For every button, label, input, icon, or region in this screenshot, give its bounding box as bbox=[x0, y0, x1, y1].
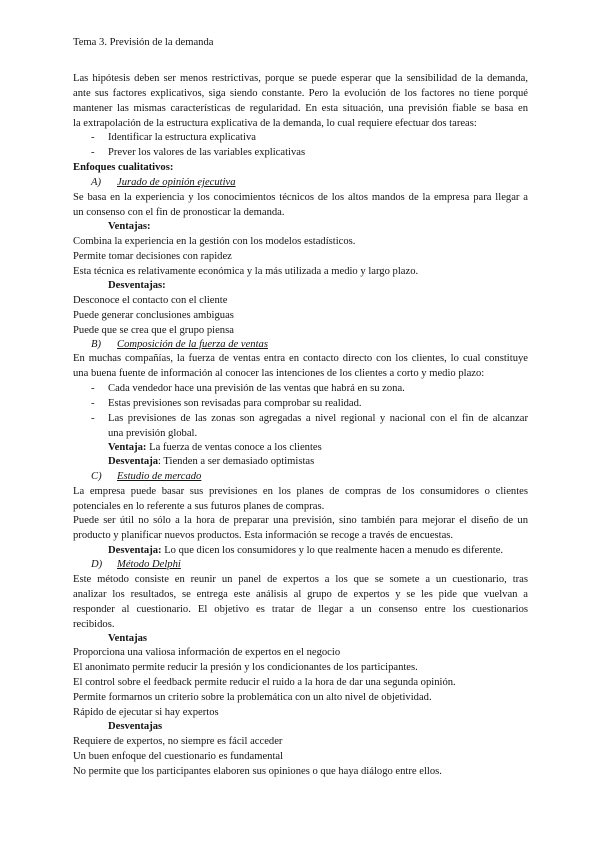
section-b-bullet-list bbox=[73, 382, 528, 442]
list-item: El control sobre el feedback permite reducir el ruido a la hora de dar una segunda opinión. bbox=[73, 676, 456, 688]
qualitative-heading: Enfoques cualitativos: bbox=[73, 162, 174, 173]
section-a-disadvantages-heading: Desventajas: bbox=[108, 280, 166, 291]
section-b-description bbox=[73, 352, 528, 382]
text-line: producto y planificar nuevos productos. Esta información se recoge a través de encuestas. bbox=[73, 529, 454, 541]
list-item: - Prever los valores de las variables explicativas bbox=[91, 146, 306, 158]
text-line: un consenso con el fin de pronosticar la demanda. bbox=[73, 206, 285, 218]
section-d-disadvantages-heading: Desventajas bbox=[108, 721, 163, 732]
section-b-disadvantage: Desventaja: Tienden a ser demasiado optimistas bbox=[108, 456, 315, 467]
intro-paragraph bbox=[73, 72, 528, 132]
section-d-description bbox=[73, 573, 528, 633]
text-line: recibidos. bbox=[73, 618, 115, 630]
text-line: ante sus factores explicativos, siga siendo constante. Pero la evolución de los factores no tiene porqué bbox=[73, 87, 528, 99]
list-item: Un buen enfoque del cuestionario es fundamental bbox=[73, 750, 284, 762]
text-line: En muchas compañías, la fuerza de ventas entra en contacto directo con los clientes, lo cual constituye bbox=[73, 353, 528, 364]
section-a-advantages bbox=[73, 235, 528, 280]
text-line: responder al cuestionario. El objetivo es tratar de llegar a un consenso entre los cuestionarios bbox=[73, 603, 528, 615]
intro-bullet-list bbox=[73, 131, 528, 161]
list-item: - Las previsiones de las zonas son agregadas a nivel regional y nacional con el fin de alcanzar una previsión global. bbox=[91, 412, 528, 439]
list-item: - Identificar la estructura explicativa bbox=[91, 132, 256, 143]
section-b-heading: B) Composición de la fuerza de ventas bbox=[91, 339, 268, 350]
list-item: Puede generar conclusiones ambiguas bbox=[73, 309, 234, 321]
list-item: - Estas previsiones son revisadas para comprobar su realidad. bbox=[91, 397, 362, 409]
text-line: Se basa en la experiencia y los conocimientos técnicos de los altos mandos de la empresa para llegar a bbox=[73, 192, 528, 203]
text-line: potenciales en lo referente a sus futuros planes de compras. bbox=[73, 500, 325, 512]
list-item: El anonimato permite reducir la presión y los condicionantes de los participantes. bbox=[73, 661, 418, 673]
section-a-description bbox=[73, 191, 528, 221]
list-item: No permite que los participantes elaboren sus opiniones o que haya diálogo entre ellos. bbox=[73, 765, 442, 777]
list-item: Rápido de ejecutar si hay expertos bbox=[73, 706, 219, 718]
section-a-disadvantages bbox=[73, 294, 528, 339]
section-c-disadvantage: Desventaja: Lo que dicen los consumidores y lo que realmente hacen a menudo es diferente. bbox=[108, 545, 504, 556]
section-c-heading: C) Estudio de mercado bbox=[91, 471, 202, 482]
text-line: una buena fuente de información al conocer las intenciones de los clientes a corto y medio plazo: bbox=[73, 367, 485, 379]
text-line: Las hipótesis deben ser menos restrictivas, porque se puede esperar que la sensibilidad de la demanda, bbox=[73, 73, 528, 84]
section-a-advantages-heading: Ventajas: bbox=[108, 221, 151, 232]
section-d-advantages-heading: Ventajas bbox=[108, 633, 148, 644]
section-d-disadvantages bbox=[73, 735, 528, 780]
text-line: La empresa puede basar sus previsiones en los planes de compras de los consumidores o clientes bbox=[73, 486, 528, 497]
section-c-paragraph-2 bbox=[73, 514, 528, 544]
list-item: Requiere de expertos, no siempre es fácil acceder bbox=[73, 736, 283, 747]
text-line: analizar los resultados, se entrega este análisis al grupo de expertos y se les pide que vuelvan a bbox=[73, 588, 528, 600]
text-line: mantener las mismas características de regularidad. En esta situación, una previsión fiable se basa en bbox=[73, 102, 528, 114]
list-item: Combina la experiencia en la gestión con los modelos estadísticos. bbox=[73, 236, 356, 247]
text-line: la extrapolación de la estructura explicativa de la demanda, lo cual requiere efectuar dos tareas: bbox=[73, 117, 477, 129]
section-d-heading: D) Método Delphi bbox=[91, 559, 181, 570]
list-item: Puede que se crea que el grupo piensa bbox=[73, 324, 234, 336]
text-line: Puede ser útil no sólo a la hora de preparar una previsión, sino también para mejorar el diseño de un bbox=[73, 515, 528, 526]
list-item: - Cada vendedor hace una previsión de las ventas que habrá en su zona. bbox=[91, 383, 405, 394]
list-item: Permite formarnos un criterio sobre la problemática con un alto nivel de objetividad. bbox=[73, 691, 432, 703]
list-item: Proporciona una valiosa información de expertos en el negocio bbox=[73, 647, 341, 658]
list-item: Desconoce el contacto con el cliente bbox=[73, 295, 228, 306]
section-c-paragraph-1 bbox=[73, 485, 528, 515]
page-title: Tema 3. Previsión de la demanda bbox=[73, 37, 214, 48]
text-line: Este método consiste en reunir un panel de expertos a los que se somete a un cuestionario, tras bbox=[73, 574, 528, 585]
list-item: Permite tomar decisiones con rapidez bbox=[73, 250, 232, 262]
section-d-advantages bbox=[73, 646, 528, 721]
section-b-advantage: Ventaja: La fuerza de ventas conoce a los clientes bbox=[108, 442, 322, 453]
list-item: Esta técnica es relativamente económica y la más utilizada a medio y largo plazo. bbox=[73, 265, 419, 277]
section-a-heading: A) Jurado de opinión ejecutiva bbox=[91, 177, 236, 188]
